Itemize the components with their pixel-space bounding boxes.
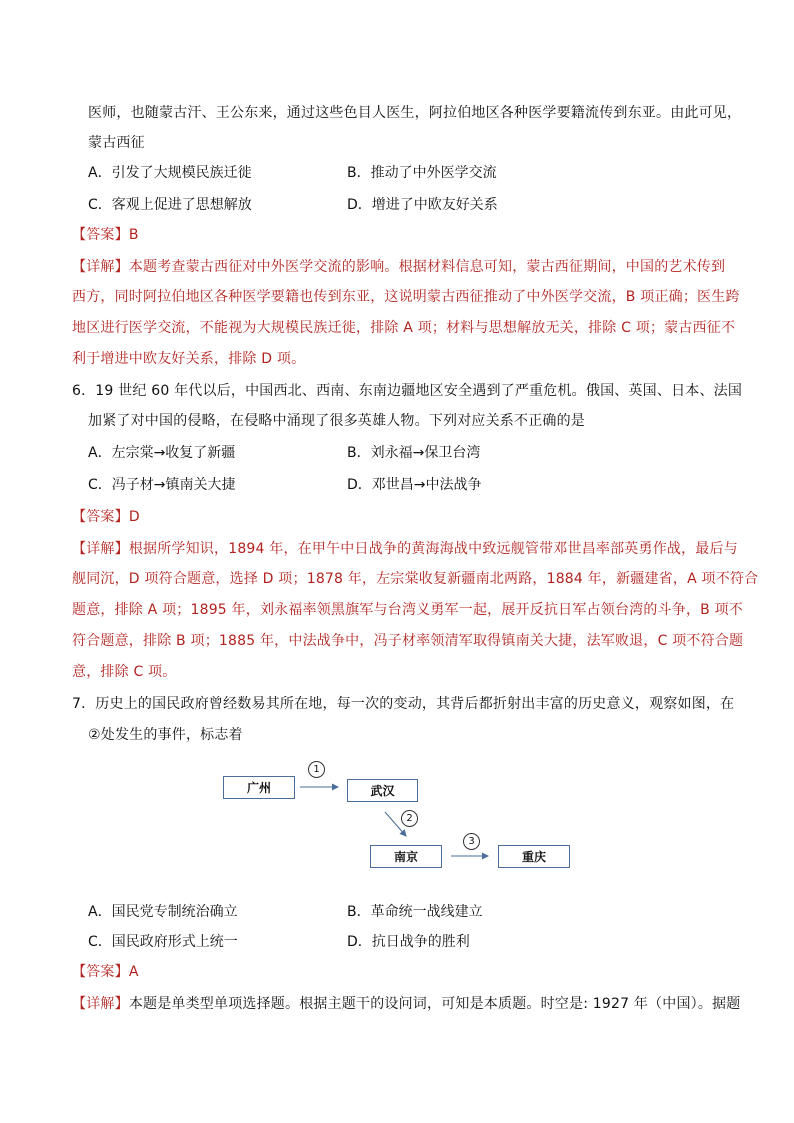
q6-detail-line3: 题意，排除 A 项；1895 年，刘永福率领黑旗军与台湾义勇军一起，展开反抗日军占领台湾的斗争，B 项不 [72, 602, 744, 618]
q5-option-c: C．客观上促进了思想解放 [88, 197, 252, 213]
q6-detail-line5: 意，排除 C 项。 [72, 664, 177, 680]
q6-option-b: B．刘永福→保卫台湾 [347, 445, 481, 461]
q5-answer-value: B [128, 227, 139, 243]
box-wuhan: 武汉 [347, 779, 418, 802]
q7-answer [72, 962, 139, 982]
q5-option-d: D．增进了中欧友好关系 [347, 197, 498, 213]
circle-number-3: 3 [463, 833, 480, 850]
q6-answer-value: D [128, 509, 140, 525]
box-chongqing: 重庆 [498, 845, 570, 868]
q7-detail-text1: 本题是单类型单项选择题。根据主题干的设问词，可知是本质题。时空是: 1927 年（中国）。据题 [128, 996, 741, 1012]
q6-detail-text1: 根据所学知识，1894 年，在甲午中日战争的黄海海战中致远舰管带邓世昌率部英勇作战，最后与 [128, 541, 738, 557]
q7-option-a: A．国民党专制统治确立 [88, 904, 238, 920]
q6-detail-label: 【详解】 [72, 541, 129, 557]
q5-detail-line4: 利于增进中欧友好关系，排除 D 项。 [72, 351, 306, 367]
q5-detail-text1: 本题考查蒙古西征对中外医学交流的影响。根据材料信息可知，蒙古西征期间，中国的艺术传到 [128, 259, 726, 275]
q5-detail-line2: 西方，同时阿拉伯地区各种医学要籍也传到东亚，这说明蒙古西征推动了中外医学交流，B 项正确；医生跨 [72, 289, 740, 305]
q7-answer-label: 【答案】 [72, 964, 129, 980]
q6-option-d: D．邓世昌→中法战争 [347, 477, 482, 493]
q6-detail-line4: 符合题意，排除 B 项；1885 年，中法战争中，冯子材率领清军取得镇南关大捷，法军败退，C 项不符合题 [72, 633, 744, 649]
q5-detail-line1 [72, 257, 725, 277]
box-nanjing: 南京 [370, 845, 442, 868]
q6-option-a: A．左宗棠→收复了新疆 [88, 445, 236, 461]
q5-stem-line1: 医师，也随蒙古汗、王公东来，通过这些色目人医生，阿拉伯地区各种医学要籍流传到东亚。由此可见， [88, 105, 742, 121]
q7-option-b: B．革命统一战线建立 [347, 904, 483, 920]
box-guangzhou: 广州 [223, 776, 295, 799]
q7-option-c: C．国民政府形式上统一 [88, 934, 238, 950]
q6-answer [72, 507, 140, 527]
q6-answer-label: 【答案】 [72, 509, 129, 525]
q5-answer [72, 225, 139, 245]
q7-answer-value: A [128, 964, 139, 980]
q6-stem-line1: 6．19 世纪 60 年代以后，中国西北、西南、东南边疆地区安全遇到了严重危机。俄国、英国、日本、法国 [72, 383, 743, 399]
circle-number-2: 2 [401, 810, 418, 827]
q5-option-a: A．引发了大规模民族迁徙 [88, 165, 252, 181]
capital-relocation-diagram [214, 752, 584, 882]
circle-number-1: 1 [308, 761, 325, 778]
q5-stem-line2: 蒙古西征 [88, 135, 145, 151]
q7-detail-label: 【详解】 [72, 996, 129, 1012]
q7-stem-line2: ②处发生的事件，标志着 [88, 727, 243, 743]
q7-option-d: D．抗日战争的胜利 [347, 934, 470, 950]
q5-option-b: B．推动了中外医学交流 [347, 165, 497, 181]
q6-stem-line2: 加紧了对中国的侵略，在侵略中涌现了很多英雄人物。下列对应关系不正确的是 [88, 413, 585, 429]
q7-stem-line1: 7．历史上的国民政府曾经数易其所在地，每一次的变动，其背后都折射出丰富的历史意义，观察如图，在 [72, 696, 735, 712]
q5-detail-line3: 地区进行医学交流，不能视为大规模民族迁徙，排除 A 项；材料与思想解放无关，排除 C 项；蒙古西征不 [72, 320, 736, 336]
q7-detail-line1 [72, 994, 740, 1014]
q5-detail-label: 【详解】 [72, 259, 129, 275]
q6-option-c: C．冯子材→镇南关大捷 [88, 477, 236, 493]
q5-answer-label: 【答案】 [72, 227, 129, 243]
q6-detail-line1 [72, 539, 738, 559]
q6-detail-line2: 舰同沉，D 项符合题意，选择 D 项；1878 年，左宗棠收复新疆南北两路，1884 年，新疆建省，A 项不符合 [72, 571, 759, 587]
